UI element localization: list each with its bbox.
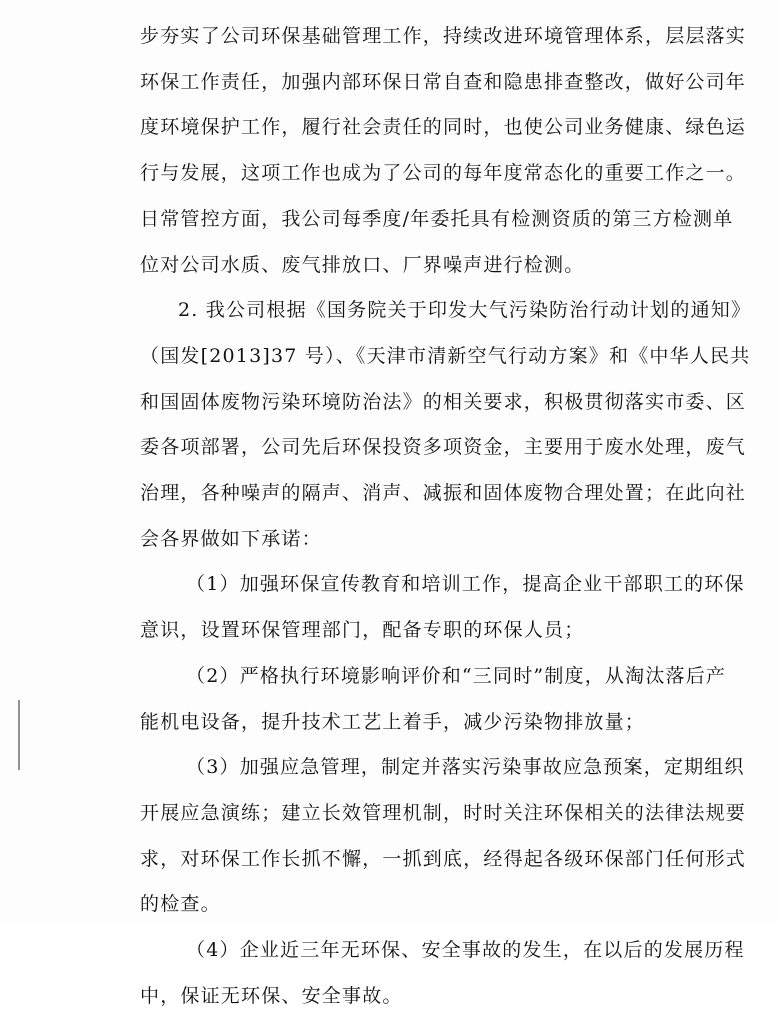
paragraph-line: 和国固体废物污染环境防治法》的相关要求，积极贯彻落实市委、区: [140, 390, 747, 413]
paragraph-line: 会各界做如下承诺：: [140, 527, 322, 550]
paragraph-line: （4）企业近三年无环保、安全事故的发生，在以后的发展历程: [186, 939, 745, 962]
paragraph-line: 行与发展，这项工作也成为了公司的每年度常态化的重要工作之一。: [140, 162, 747, 185]
paragraph-line: 意识，设置环保管理部门，配备专职的环保人员；: [140, 619, 585, 642]
paragraph-line: 日常管控方面，我公司每季度/年委托具有检测资质的第三方检测单: [140, 207, 734, 230]
paragraph-line: （2）严格执行环境影响评价和“三同时”制度，从淘汰落后产: [186, 664, 727, 687]
paragraph-line: 2. 我公司根据《国务院关于印发大气污染防治行动计划的通知》: [178, 299, 752, 322]
paragraph-line: （1）加强环保宣传教育和培训工作，提高企业干部职工的环保: [186, 573, 745, 596]
paragraph-line: 开展应急演练；建立长效管理机制，时时关注环保相关的法律法规要: [140, 801, 747, 824]
paragraph-line: （国发[2013]37 号）、《天津市清新空气行动方案》和《中华人民共: [140, 344, 751, 367]
paragraph-line: 能机电设备，提升技术工艺上着手，减少污染物排放量；: [140, 710, 646, 733]
paragraph-line: （3）加强应急管理，制定并落实污染事故应急预案，定期组织: [186, 756, 745, 779]
paragraph-line: 步夯实了公司环保基础管理工作，持续改进环境管理体系，层层落实: [140, 25, 747, 47]
paragraph-line: 度环境保护工作，履行社会责任的同时，也使公司业务健康、绿色运: [140, 116, 747, 139]
paragraph-line: 的检查。: [140, 893, 221, 916]
paragraph-line: 中，保证无环保、安全事故。: [140, 984, 403, 1007]
paragraph-line: 委各项部署，公司先后环保投资多项资金，主要用于废水处理，废气: [140, 436, 747, 459]
paragraph-line: 求，对环保工作长抓不懈，一抓到底，经得起各级环保部门任何形式: [140, 847, 747, 870]
paragraph-line: 治理，各种噪声的隔声、消声、减振和固体废物合理处置；在此向社: [140, 482, 747, 505]
document-body: [140, 14, 752, 1019]
scan-edge-mark: [18, 700, 20, 770]
paragraph-line: 位对公司水质、废气排放口、厂界噪声进行检测。: [140, 253, 585, 276]
paragraph-line: 环保工作责任，加强内部环保日常自查和隐患排查整改，做好公司年: [140, 70, 747, 93]
